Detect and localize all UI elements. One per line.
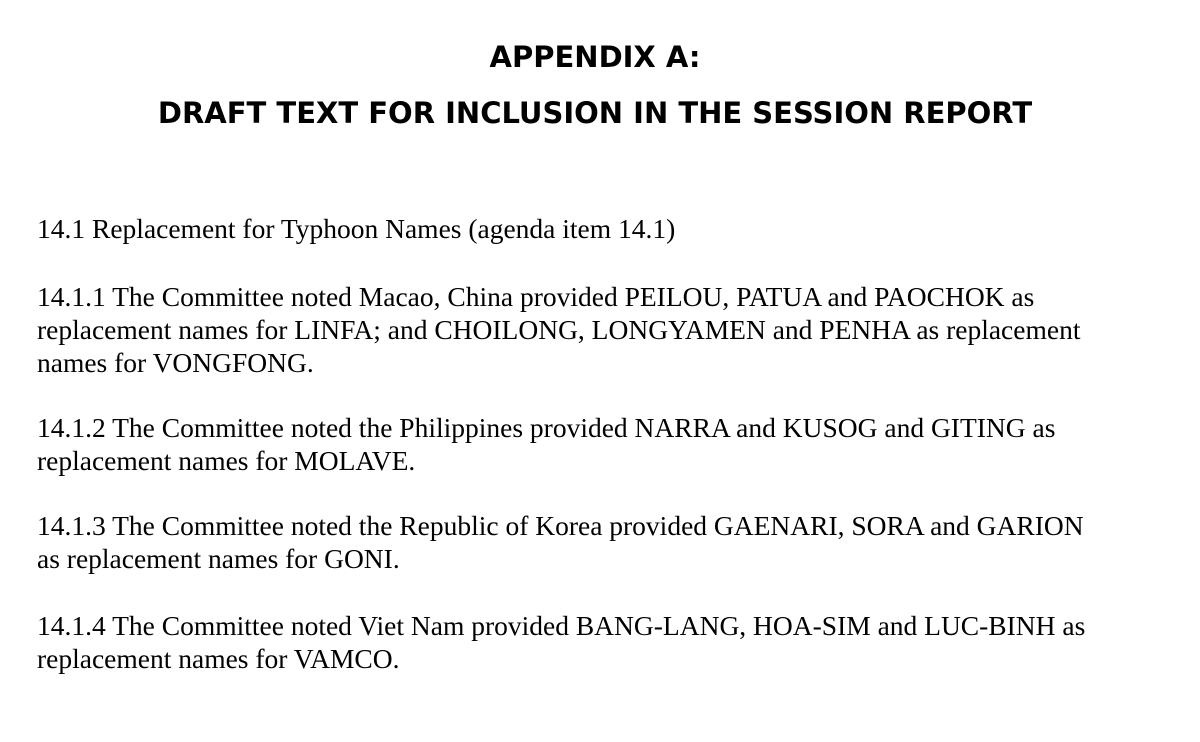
paragraph-14-1-3 xyxy=(37,509,1177,575)
paragraph-line: 14.1.2 The Committee noted the Philippines provided NARRA and KUSOG and GITING as xyxy=(37,412,1056,443)
paragraph-line: 14.1.3 The Committee noted the Republic of Korea provided GAENARI, SORA and GARION xyxy=(37,510,1084,541)
paragraph-line: names for VONGFONG. xyxy=(37,347,314,378)
appendix-title: APPENDIX A: xyxy=(489,40,701,74)
section-title: 14.1 Replacement for Typhoon Names (agenda item 14.1) xyxy=(37,213,676,244)
paragraph-14-1-1 xyxy=(37,280,1177,379)
paragraph-line: as replacement names for GONI. xyxy=(37,543,400,574)
paragraph-line: 14.1.4 The Committee noted Viet Nam provided BANG-LANG, HOA-SIM and LUC-BINH as xyxy=(37,610,1086,641)
appendix-subtitle: DRAFT TEXT FOR INCLUSION IN THE SESSION REPORT xyxy=(157,96,1033,130)
paragraph-14-1-4 xyxy=(37,609,1177,675)
paragraph-line: 14.1.1 The Committee noted Macao, China provided PEILOU, PATUA and PAOCHOK as xyxy=(37,281,1035,312)
paragraph-line: replacement names for VAMCO. xyxy=(37,643,400,674)
paragraph-line: replacement names for MOLAVE. xyxy=(37,445,416,476)
paragraph-line: replacement names for LINFA; and CHOILONG, LONGYAMEN and PENHA as replacement xyxy=(37,314,1081,345)
paragraph-14-1-2 xyxy=(37,411,1177,477)
